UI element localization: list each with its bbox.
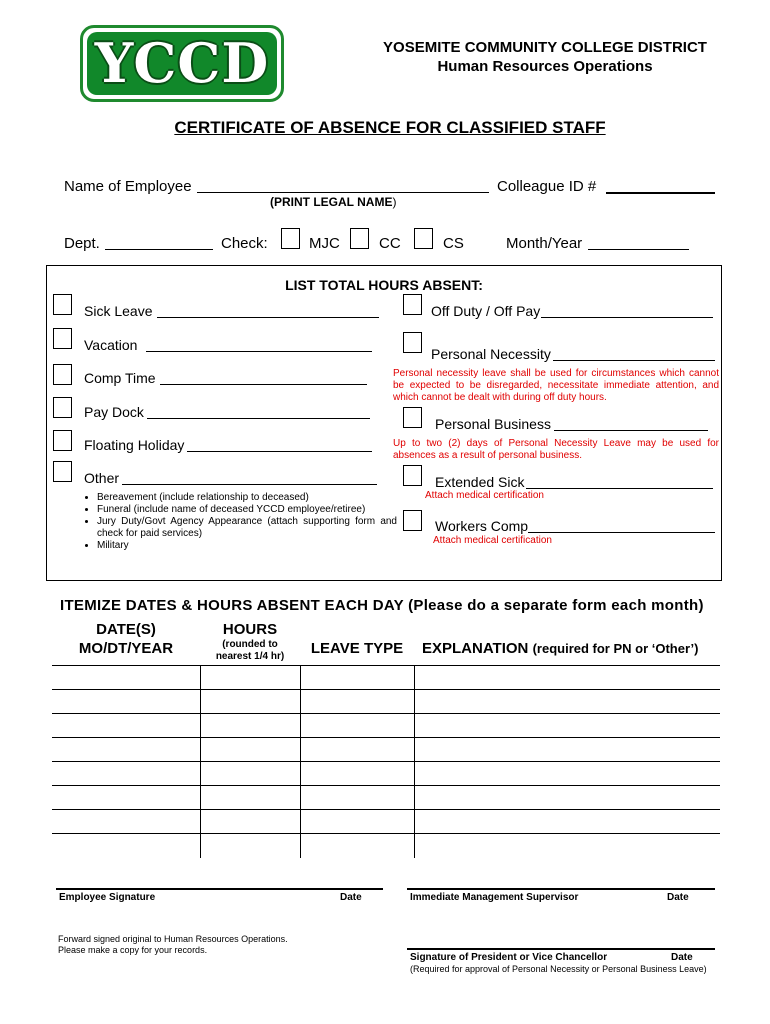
supervisor-signature-line[interactable] bbox=[407, 888, 715, 890]
vacation-label: Vacation bbox=[84, 337, 138, 353]
column-divider bbox=[300, 665, 301, 858]
other-label: Other bbox=[84, 470, 120, 486]
cc-label: CC bbox=[379, 235, 401, 252]
vacation-field[interactable] bbox=[146, 351, 372, 352]
col-explanation-header: EXPLANATION (required for PN or ‘Other’) bbox=[422, 640, 699, 657]
col-hours-subheader: (rounded to nearest 1/4 hr) bbox=[215, 639, 285, 662]
col-hours-header: HOURS bbox=[222, 621, 278, 638]
extended-sick-note: Attach medical certification bbox=[425, 490, 544, 501]
check-label: Check: bbox=[221, 235, 268, 252]
workers-comp-field[interactable] bbox=[528, 532, 715, 533]
column-divider bbox=[200, 665, 201, 858]
cs-label: CS bbox=[443, 235, 464, 252]
logo-text: YCCD bbox=[94, 31, 270, 95]
org-name: YOSEMITE COMMUNITY COLLEGE DISTRICT bbox=[383, 39, 707, 56]
print-legal-name-note: (PRINT LEGAL NAME) bbox=[270, 195, 397, 209]
workers-comp-note: Attach medical certification bbox=[433, 535, 552, 546]
hours-section-heading: LIST TOTAL HOURS ABSENT: bbox=[285, 277, 483, 293]
personal-business-note: Up to two (2) days of Personal Necessity Leave may be used for absences as a result of personal business. bbox=[393, 438, 719, 461]
mjc-checkbox[interactable] bbox=[281, 228, 300, 249]
other-field[interactable] bbox=[122, 484, 377, 485]
name-field[interactable] bbox=[197, 192, 489, 193]
extended-sick-field[interactable] bbox=[526, 488, 713, 489]
personal-business-checkbox[interactable] bbox=[403, 407, 422, 428]
col-date-header-1: DATE(S) bbox=[96, 621, 156, 638]
table-row[interactable] bbox=[52, 809, 720, 810]
comp-time-label: Comp Time bbox=[84, 370, 156, 386]
page-title: CERTIFICATE OF ABSENCE FOR CLASSIFIED STAFF bbox=[174, 118, 606, 137]
personal-necessity-note: Personal necessity leave shall be used for circumstances which cannot be expected to be disregarded, necessitate immediate attention, and which cannot be dealt with during off duty hours. bbox=[393, 368, 719, 403]
employee-signature-label: Employee Signature bbox=[59, 892, 156, 903]
president-date-label: Date bbox=[671, 952, 693, 963]
floating-holiday-checkbox[interactable] bbox=[53, 430, 72, 451]
supervisor-signature-label: Immediate Management Supervisor bbox=[410, 892, 579, 903]
personal-necessity-field[interactable] bbox=[553, 360, 715, 361]
list-item: • Military bbox=[97, 540, 397, 552]
floating-holiday-field[interactable] bbox=[187, 451, 372, 452]
table-row[interactable] bbox=[52, 737, 720, 738]
other-reasons-list bbox=[83, 492, 397, 552]
sick-leave-checkbox[interactable] bbox=[53, 294, 72, 315]
cs-checkbox[interactable] bbox=[414, 228, 433, 249]
table-rule bbox=[52, 665, 720, 666]
personal-business-field[interactable] bbox=[554, 430, 708, 431]
workers-comp-checkbox[interactable] bbox=[403, 510, 422, 531]
ycc-logo bbox=[80, 25, 284, 102]
footer-note-1: Forward signed original to Human Resources Operations. bbox=[58, 934, 288, 944]
itemize-heading: ITEMIZE DATES & HOURS ABSENT EACH DAY (Please do a separate form each month) bbox=[60, 597, 704, 614]
colleague-id-label: Colleague ID # bbox=[497, 178, 597, 195]
personal-business-label: Personal Business bbox=[435, 416, 551, 432]
employee-signature-line[interactable] bbox=[56, 888, 383, 890]
department-name: Human Resources Operations bbox=[437, 58, 653, 75]
extended-sick-checkbox[interactable] bbox=[403, 465, 422, 486]
personal-necessity-label: Personal Necessity bbox=[431, 346, 551, 362]
personal-necessity-checkbox[interactable] bbox=[403, 332, 422, 353]
sick-leave-field[interactable] bbox=[157, 317, 379, 318]
pay-dock-checkbox[interactable] bbox=[53, 397, 72, 418]
list-item: • Bereavement (include relationship to deceased) bbox=[97, 492, 397, 504]
floating-holiday-label: Floating Holiday bbox=[84, 437, 185, 453]
comp-time-field[interactable] bbox=[160, 384, 367, 385]
off-duty-label: Off Duty / Off Pay bbox=[431, 303, 541, 319]
sick-leave-label: Sick Leave bbox=[84, 303, 153, 319]
col-leave-type-header: LEAVE TYPE bbox=[310, 640, 404, 657]
president-approval-note: (Required for approval of Personal Necessity or Personal Business Leave) bbox=[410, 964, 707, 974]
month-year-field[interactable] bbox=[588, 249, 689, 250]
dept-label: Dept. bbox=[64, 235, 100, 252]
footer-note-2: Please make a copy for your records. bbox=[58, 945, 208, 955]
extended-sick-label: Extended Sick bbox=[435, 474, 525, 490]
dept-field[interactable] bbox=[105, 249, 213, 250]
pay-dock-label: Pay Dock bbox=[84, 404, 144, 420]
vacation-checkbox[interactable] bbox=[53, 328, 72, 349]
comp-time-checkbox[interactable] bbox=[53, 364, 72, 385]
table-row[interactable] bbox=[52, 761, 720, 762]
mjc-label: MJC bbox=[309, 235, 340, 252]
table-row[interactable] bbox=[52, 689, 720, 690]
col-date-header-2: MO/DT/YEAR bbox=[78, 640, 174, 657]
president-signature-line[interactable] bbox=[407, 948, 715, 950]
colleague-id-field[interactable] bbox=[606, 192, 715, 194]
table-row[interactable] bbox=[52, 833, 720, 834]
employee-date-label: Date bbox=[340, 892, 362, 903]
president-signature-label: Signature of President or Vice Chancellor bbox=[410, 952, 608, 963]
supervisor-date-label: Date bbox=[667, 892, 689, 903]
table-row[interactable] bbox=[52, 713, 720, 714]
list-item: • Funeral (include name of deceased YCCD employee/retiree) bbox=[97, 504, 397, 516]
off-duty-field[interactable] bbox=[541, 317, 713, 318]
name-label: Name of Employee bbox=[64, 178, 192, 195]
cc-checkbox[interactable] bbox=[350, 228, 369, 249]
pay-dock-field[interactable] bbox=[147, 418, 370, 419]
table-row[interactable] bbox=[52, 785, 720, 786]
workers-comp-label: Workers Comp bbox=[435, 518, 529, 534]
off-duty-checkbox[interactable] bbox=[403, 294, 422, 315]
column-divider bbox=[414, 665, 415, 858]
list-item: • Jury Duty/Govt Agency Appearance (attach supporting form and check for paid services) bbox=[97, 516, 397, 540]
other-checkbox[interactable] bbox=[53, 461, 72, 482]
month-year-label: Month/Year bbox=[506, 235, 583, 252]
